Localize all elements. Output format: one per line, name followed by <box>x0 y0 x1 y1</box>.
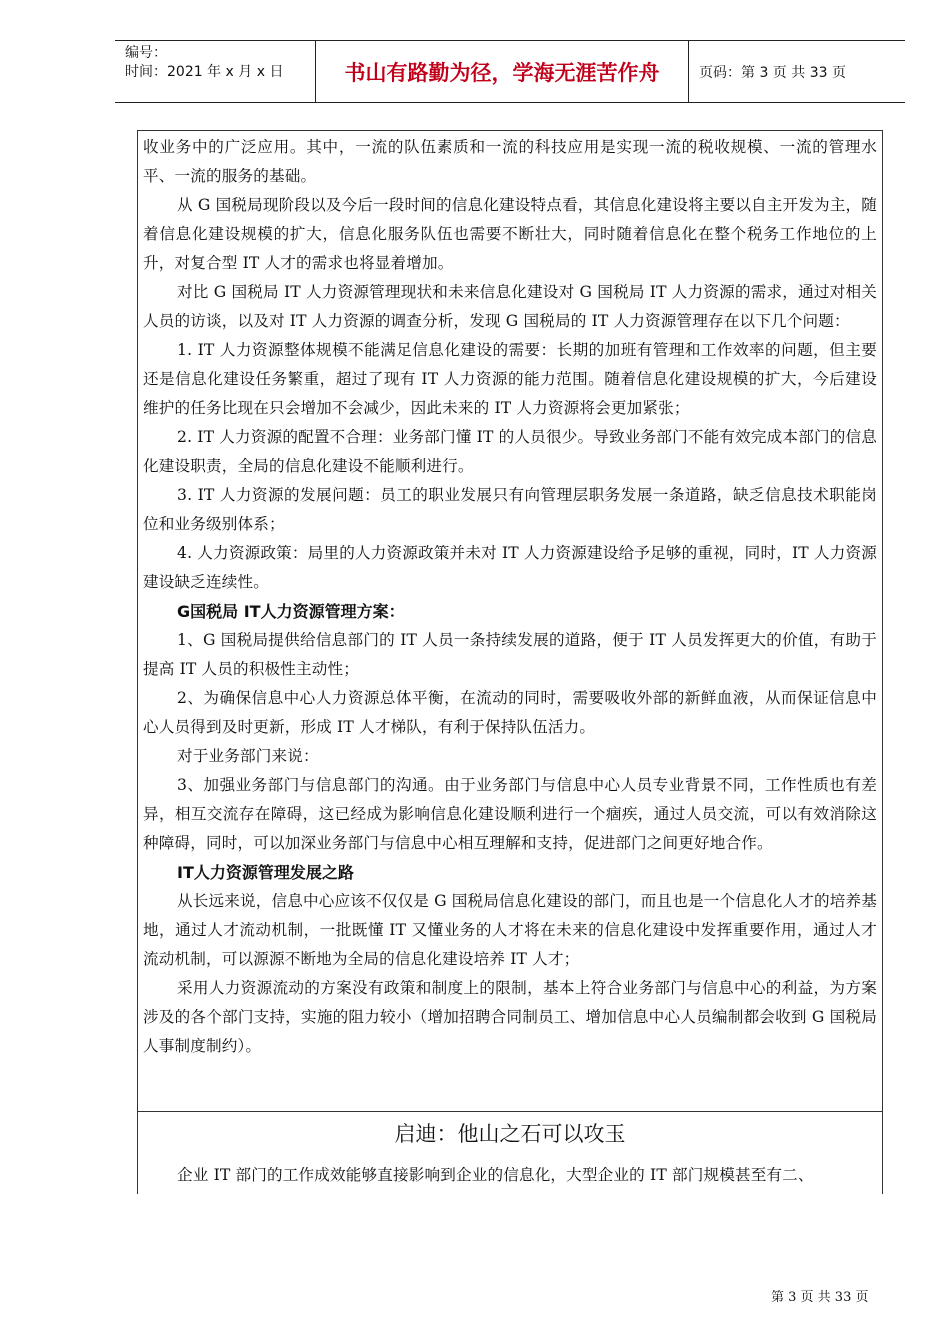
plan-item-1: 1、G 国税局提供给信息部门的 IT 人员一条持续发展的道路，便于 IT 人员发挥更大的价值，有助于提高 IT 人员的积极性主动性； <box>143 631 877 678</box>
paragraph: 对于业务部门来说： <box>177 747 319 765</box>
plan-item-2: 2、为确保信息中心人力资源总体平衡，在流动的同时，需要吸收外部的新鲜血液，从而保证信息中心人员得到及时更新，形成 IT 人才梯队，有利于保持队伍活力。 <box>143 689 877 736</box>
content-box <box>137 130 883 1194</box>
issue-item-3: 3. IT 人力资源的发展问题：员工的职业发展只有向管理层职务发展一条道路，缺乏信息技术职能岗位和业务级别体系； <box>143 486 877 533</box>
paragraph: 从 G 国税局现阶段以及今后一段时间的信息化建设特点看，其信息化建设将主要以自主开发为主，随着信息化建设规模的扩大，信息化服务队伍也需要不断壮大，同时随着信息化在整个税务工作地位的上升，对复合型 IT 人才的需求也将显着增加。 <box>143 196 877 272</box>
paragraph: 从长远来说，信息中心应该不仅仅是 G 国税局信息化建设的部门，而且也是一个信息化人才的培养基地，通过人才流动机制，一批既懂 IT 又懂业务的人才将在未来的信息化建设中发挥重要作用，通过人才流动机制，可以源源不断地为全局的信息化建设培养 IT 人才； <box>143 892 877 968</box>
page-footer: 第 3 页 共 33 页 <box>771 1290 869 1305</box>
plan-item-3: 3、加强业务部门与信息部门的沟通。由于业务部门与信息中心人员专业背景不同，工作性质也有差异，相互交流存在障碍，这已经成为影响信息化建设顺利进行一个痼疾，通过人员交流，可以有效消除这种障碍，同时，可以加深业务部门与信息中心相互理解和支持，促进部门之间更好地合作。 <box>143 776 877 852</box>
content-body <box>143 133 877 1061</box>
section-heading-plan: G国税局 IT人力资源管理方案： <box>177 602 405 621</box>
issue-item-2: 2. IT 人力资源的配置不合理：业务部门懂 IT 的人员很少。导致业务部门不能有效完成本部门的信息化建设职责，全局的信息化建设不能顺利进行。 <box>143 428 877 475</box>
paragraph: 采用人力资源流动的方案没有政策和制度上的限制，基本上符合业务部门与信息中心的利益，为方案涉及的各个部门支持，实施的阻力较小（增加招聘合同制员工、增加信息中心人员编制都会收到 G 国税局人事制度制约）。 <box>143 979 877 1055</box>
lesson-title: 启迪：他山之石可以攻玉 <box>394 1122 626 1146</box>
paragraph: 对比 G 国税局 IT 人力资源管理现状和未来信息化建设对 G 国税局 IT 人力资源的需求，通过对相关人员的访谈，以及对 IT 人力资源的调查分析，发现 G 国税局的 IT 人力资源管理存在以下几个问题： <box>143 283 877 330</box>
content-continuation <box>143 1161 877 1190</box>
section-heading-development: IT人力资源管理发展之路 <box>177 863 354 882</box>
paragraph: 企业 IT 部门的工作成效能够直接影响到企业的信息化，大型企业的 IT 部门规模甚至有二、 <box>177 1166 814 1184</box>
section-divider <box>138 1111 882 1112</box>
header-page-number: 页码：第 3 页 共 33 页 <box>699 64 846 81</box>
paragraph: 收业务中的广泛应用。其中，一流的队伍素质和一流的科技应用是实现一流的税收规模、一流的管理水平、一流的服务的基础。 <box>143 138 877 185</box>
page-header <box>115 40 905 103</box>
document-number-label: 编号： <box>125 45 167 61</box>
issue-item-1: 1. IT 人力资源整体规模不能满足信息化建设的需要：长期的加班有管理和工作效率的问题，但主要还是信息化建设任务繁重，超过了现有 IT 人力资源的能力范围。随着信息化建设规模的扩大，今后建设维护的任务比现在只会增加不会减少，因此未来的 IT 人力资源将会更加紧张； <box>143 341 877 417</box>
header-motto: 书山有路勤为径，学海无涯苦作舟 <box>315 41 689 102</box>
issue-item-4: 4. 人力资源政策：局里的人力资源政策并未对 IT 人力资源建设给予足够的重视，同时，IT 人力资源建设缺乏连续性。 <box>143 544 877 591</box>
document-date: 时间：2021 年 x 月 x 日 <box>125 64 284 80</box>
header-meta <box>115 41 315 102</box>
